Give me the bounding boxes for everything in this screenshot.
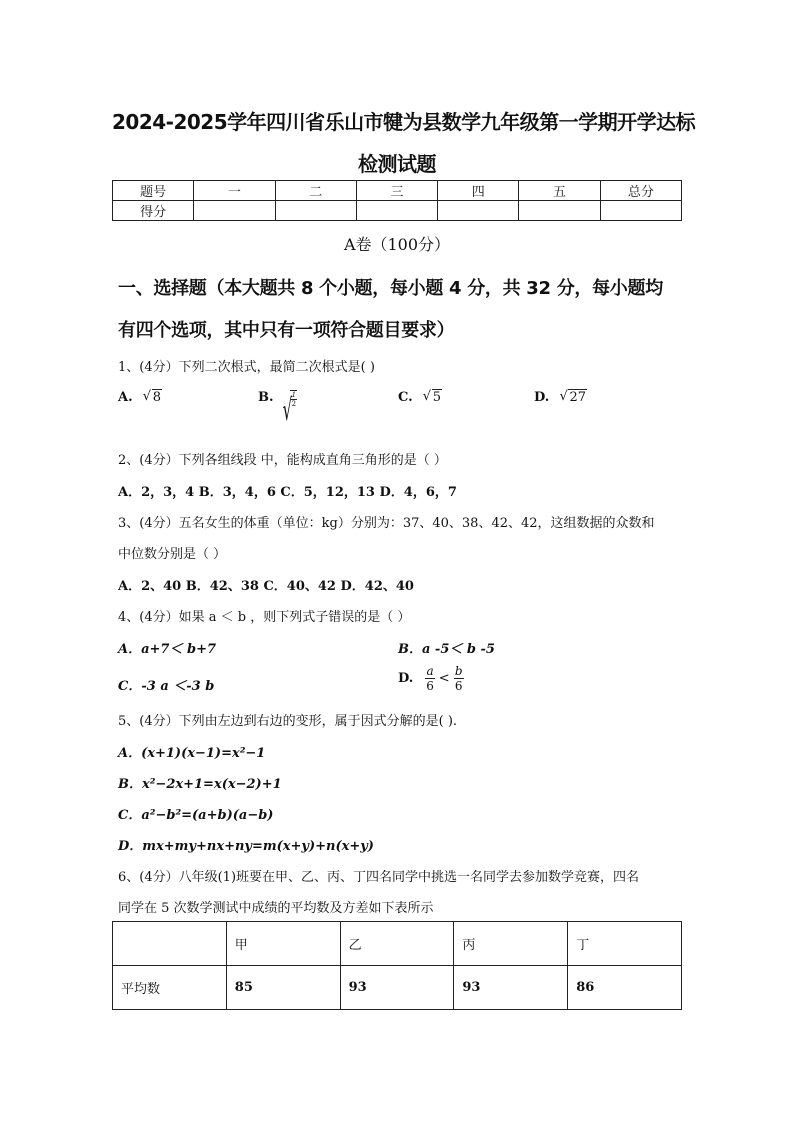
q1-option-c <box>398 390 442 405</box>
q4-option-d-numerator-a: a <box>426 664 434 678</box>
q4-option-d-denominator-a: 6 <box>426 679 434 693</box>
stats-header-row <box>113 922 682 966</box>
q1-option-b-denominator: 2 <box>291 400 297 408</box>
q4-option-b: B．a -5＜ b -5 <box>398 642 495 657</box>
score-stats-table <box>112 921 682 1010</box>
q2-stem: 2、(4分）下列各组线段 中，能构成直角三角形的是（ ） <box>118 453 447 468</box>
q5-stem: 5、(4分）下列由左边到右边的变形，属于因式分解的是( ). <box>118 714 458 729</box>
stats-value-cell: 93 <box>454 966 568 1010</box>
q6-stem-line2: 同学在 5 次数学测试中成绩的平均数及方差如下表所示 <box>118 901 434 916</box>
q1-option-d-radicand: 27 <box>569 390 587 405</box>
q4-option-d-fraction-a <box>425 664 434 693</box>
section-heading-line2: 有四个选项，其中只有一项符合题目要求） <box>118 320 455 341</box>
q5-option-a: A．(x+1)(x−1)=x²−1 <box>118 746 266 761</box>
stats-header-cell: 丁 <box>568 922 682 966</box>
exam-title-line1: 2024-2025学年四川省乐山市犍为县数学九年级第一学期开学达标 <box>112 110 696 134</box>
stats-value-cell: 86 <box>568 966 682 1010</box>
score-header-cell: 一 <box>194 181 275 201</box>
q2-options: A．2，3，4 B．3，4，6 C．5，12，13 D．4，6，7 <box>118 485 457 500</box>
score-blank-cell <box>438 201 519 221</box>
stats-mean-row <box>113 966 682 1010</box>
score-blank-cell <box>194 201 275 221</box>
q5-option-c: C．a²−b²=(a+b)(a−b) <box>118 808 274 823</box>
q4-option-c: C．-3 a ＜-3 b <box>118 679 215 694</box>
q1-option-a <box>118 390 162 405</box>
exam-title-line2: 检测试题 <box>358 152 436 176</box>
q1-option-a-radicand: 8 <box>152 390 162 405</box>
score-header-cell: 五 <box>519 181 600 201</box>
q1-option-d-label: D. <box>534 390 550 405</box>
q5-option-d: D．mx+my+nx+ny=m(x+y)+n(x+y) <box>118 839 374 854</box>
q4-stem: 4、(4分）如果 a ＜ b ，则下列式子错误的是（ ） <box>118 610 411 625</box>
score-header-cell: 四 <box>438 181 519 201</box>
q4-option-a: A．a+7＜ b+7 <box>118 642 217 657</box>
q4-option-d-label: D. <box>398 671 414 686</box>
stats-value-cell: 85 <box>226 966 340 1010</box>
q4-option-d-fraction-b <box>454 664 464 693</box>
q3-stem-line1: 3、(4分）五名女生的体重（单位：kg）分别为：37、40、38、42、42，这组数据的众数和 <box>118 516 655 531</box>
stats-row-label: 平均数 <box>113 966 227 1010</box>
stats-header-cell: 乙 <box>340 922 454 966</box>
q1-stem: 1、(4分）下列二次根式，最简二次根式是( ) <box>118 360 375 375</box>
q3-options: A．2、40 B．42、38 C．40、42 D．42、40 <box>118 579 414 594</box>
q3-stem-line2: 中位数分别是（ ） <box>118 547 227 562</box>
q4-option-d-denominator-b: 6 <box>454 679 463 693</box>
q4-option-d-numerator-b: b <box>454 664 463 678</box>
score-row-label: 得分 <box>113 201 194 221</box>
score-table <box>112 180 682 221</box>
score-table-header-row <box>113 181 682 201</box>
stats-header-cell: 丙 <box>454 922 568 966</box>
score-header-cell: 二 <box>275 181 356 201</box>
score-blank-cell <box>519 201 600 221</box>
q1-option-b-numerator: √ 1 <box>291 391 297 399</box>
q1-option-c-label: C. <box>398 390 413 405</box>
stats-header-cell: 甲 <box>226 922 340 966</box>
q1-option-c-radicand: 5 <box>432 390 442 405</box>
q6-stem-line1: 6、(4分）八年级(1)班要在甲、乙、丙、丁四名同学中挑选一名同学去参加数学竞赛，四名 <box>118 870 640 885</box>
q1-option-a-label: A. <box>118 390 133 405</box>
q1-option-d-radical <box>559 390 587 405</box>
q1-option-b-radical <box>284 390 297 408</box>
score-header-cell: 题号 <box>113 181 194 201</box>
q4-option-d <box>398 664 464 693</box>
score-table-score-row <box>113 201 682 221</box>
score-blank-cell <box>356 201 437 221</box>
score-blank-cell <box>600 201 681 221</box>
stats-value-cell: 93 <box>340 966 454 1010</box>
stats-header-cell <box>113 922 227 966</box>
section-heading-line1: 一、选择题（本大题共 8 个小题，每小题 4 分，共 32 分，每小题均 <box>118 278 663 299</box>
section-a-title: A卷（100分） <box>343 235 451 254</box>
score-header-cell: 三 <box>356 181 437 201</box>
q1-option-b-label: B. <box>258 390 274 405</box>
q1-option-c-radical <box>423 390 442 405</box>
q1-option-b <box>258 390 297 408</box>
q1-option-d <box>534 390 587 405</box>
q1-option-a-radical <box>143 390 162 405</box>
score-header-cell: 总分 <box>600 181 681 201</box>
q5-option-b: B．x²−2x+1=x(x−2)+1 <box>118 777 282 792</box>
q1-option-b-fraction <box>290 390 297 408</box>
q4-option-d-relation: < <box>438 671 450 686</box>
score-blank-cell <box>275 201 356 221</box>
